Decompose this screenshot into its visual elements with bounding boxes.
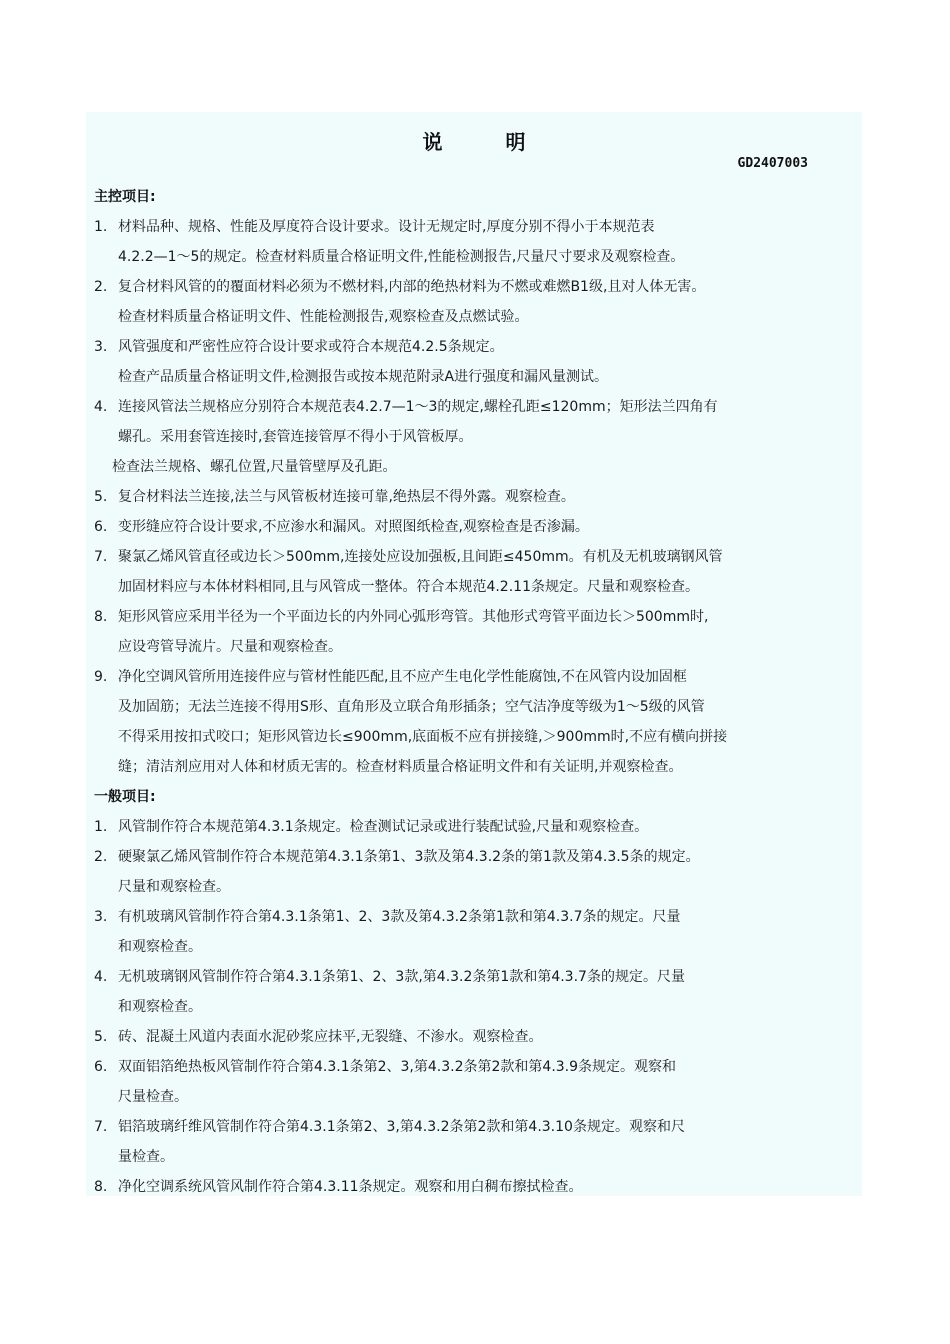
general-item-8 xyxy=(94,1172,854,1202)
main-items-list xyxy=(94,212,854,782)
item-text: 净化空调系统风管风制作符合第4.3.11条规定。观察和用白稠布擦拭检查。 xyxy=(118,1179,583,1195)
item-number: 9. xyxy=(94,669,108,685)
main-item-7 xyxy=(94,542,854,572)
item-number: 4. xyxy=(94,969,108,985)
item-number: 7. xyxy=(94,549,108,565)
item-text: 硬聚氯乙烯风管制作符合本规范第4.3.1条第1、3款及第4.3.2条的第1款及第4.3.5条的规定。 xyxy=(118,849,700,865)
item-text: 连接风管法兰规格应分别符合本规范表4.2.7—1～3的规定,螺栓孔距≤120mm；矩形法兰四角有 xyxy=(118,399,718,415)
main-item-9 xyxy=(94,662,854,692)
item-text: 材料品种、规格、性能及厚度符合设计要求。设计无规定时,厚度分别不得小于本规范表 xyxy=(118,219,655,235)
document-code: GD2407003 xyxy=(737,156,808,171)
general-item-6 xyxy=(94,1052,854,1082)
item-text-continued: 和观察检查。 xyxy=(118,939,202,955)
item-number: 2. xyxy=(94,279,108,295)
main-item-3 xyxy=(94,332,854,362)
item-text-continued: 缝；清洁剂应用对人体和材质无害的。检查材料质量合格证明文件和有关证明,并观察检查。 xyxy=(118,759,683,775)
general-item-7 xyxy=(94,1112,854,1142)
document-panel xyxy=(86,112,862,1196)
item-number: 8. xyxy=(94,609,108,625)
item-number: 3. xyxy=(94,339,108,355)
item-text-continued: 及加固筋；无法兰连接不得用S形、直角形及立联合角形插条；空气洁净度等级为1～5级的风管 xyxy=(118,699,705,715)
item-number: 1. xyxy=(94,819,108,835)
item-text: 风管制作符合本规范第4.3.1条规定。检查测试记录或进行装配试验,尺量和观察检查。 xyxy=(118,819,649,835)
item-text-continued: 量检查。 xyxy=(118,1149,174,1165)
item-text-extra: 检查法兰规格、螺孔位置,尺量管壁厚及孔距。 xyxy=(112,459,397,475)
general-item-4 xyxy=(94,962,854,992)
item-text-continued: 加固材料应与本体材料相同,且与风管成一整体。符合本规范4.2.11条规定。尺量和观察检查。 xyxy=(118,579,699,595)
item-text-continued: 检查材料质量合格证明文件、性能检测报告,观察检查及点燃试验。 xyxy=(118,309,529,325)
item-text: 复合材料风管的的覆面材料必须为不燃材料,内部的绝热材料为不燃或难燃B1级,且对人体无害。 xyxy=(118,279,706,295)
item-number: 7. xyxy=(94,1119,108,1135)
item-text-continued: 和观察检查。 xyxy=(118,999,202,1015)
main-item-5 xyxy=(94,482,854,512)
main-item-6 xyxy=(94,512,854,542)
main-item-8 xyxy=(94,602,854,632)
item-text-continued: 应设弯管导流片。尺量和观察检查。 xyxy=(118,639,342,655)
page-title: 说 明 xyxy=(422,130,554,154)
item-text: 矩形风管应采用半径为一个平面边长的内外同心弧形弯管。其他形式弯管平面边长＞500mm时, xyxy=(118,609,709,625)
item-number: 5. xyxy=(94,489,108,505)
item-number: 2. xyxy=(94,849,108,865)
general-item-5 xyxy=(94,1022,854,1052)
general-item-2 xyxy=(94,842,854,872)
item-text: 双面铝箔绝热板风管制作符合第4.3.1条第2、3,第4.3.2条第2款和第4.3.9条规定。观察和 xyxy=(118,1059,677,1075)
general-items-heading: 一般项目: xyxy=(94,789,156,805)
item-number: 6. xyxy=(94,519,108,535)
item-text-continued: 检查产品质量合格证明文件,检测报告或按本规范附录A进行强度和漏风量测试。 xyxy=(118,369,609,385)
document-content xyxy=(94,182,854,1202)
item-text: 砖、混凝土风道内表面水泥砂浆应抹平,无裂缝、不渗水。观察检查。 xyxy=(118,1029,543,1045)
item-number: 4. xyxy=(94,399,108,415)
item-number: 1. xyxy=(94,219,108,235)
item-text: 有机玻璃风管制作符合第4.3.1条第1、2、3款及第4.3.2条第1款和第4.3.7条的规定。尺量 xyxy=(118,909,681,925)
item-text: 净化空调风管所用连接件应与管材性能匹配,且不应产生电化学性能腐蚀,不在风管内设加固框 xyxy=(118,669,687,685)
item-text: 聚氯乙烯风管直径或边长＞500mm,连接处应设加强板,且间距≤450mm。有机及无机玻璃钢风管 xyxy=(118,549,723,565)
general-items-list xyxy=(94,812,854,1202)
item-text-continued: 尺量和观察检查。 xyxy=(118,879,230,895)
general-item-3 xyxy=(94,902,854,932)
item-text-continued: 不得采用按扣式咬口；矩形风管边长≤900mm,底面板不应有拼接缝,＞900mm时,不应有横向拼接 xyxy=(118,729,728,745)
main-items-heading: 主控项目: xyxy=(94,189,156,205)
general-item-1 xyxy=(94,812,854,842)
item-number: 3. xyxy=(94,909,108,925)
item-text-continued: 4.2.2—1～5的规定。检查材料质量合格证明文件,性能检测报告,尺量尺寸要求及观察检查。 xyxy=(118,249,685,265)
item-number: 6. xyxy=(94,1059,108,1075)
item-text: 变形缝应符合设计要求,不应渗水和漏风。对照图纸检查,观察检查是否渗漏。 xyxy=(118,519,589,535)
item-text-continued: 尺量检查。 xyxy=(118,1089,188,1105)
item-text: 铝箔玻璃纤维风管制作符合第4.3.1条第2、3,第4.3.2条第2款和第4.3.10条规定。观察和尺 xyxy=(118,1119,685,1135)
item-text: 无机玻璃钢风管制作符合第4.3.1条第1、2、3款,第4.3.2条第1款和第4.3.7条的规定。尺量 xyxy=(118,969,685,985)
item-text: 复合材料法兰连接,法兰与风管板材连接可靠,绝热层不得外露。观察检查。 xyxy=(118,489,575,505)
item-number: 5. xyxy=(94,1029,108,1045)
item-text-continued: 螺孔。采用套管连接时,套管连接管厚不得小于风管板厚。 xyxy=(118,429,473,445)
item-text: 风管强度和严密性应符合设计要求或符合本规范4.2.5条规定。 xyxy=(118,339,504,355)
main-item-2 xyxy=(94,272,854,302)
main-item-1 xyxy=(94,212,854,242)
item-number: 8. xyxy=(94,1179,108,1195)
main-item-4 xyxy=(94,392,854,422)
